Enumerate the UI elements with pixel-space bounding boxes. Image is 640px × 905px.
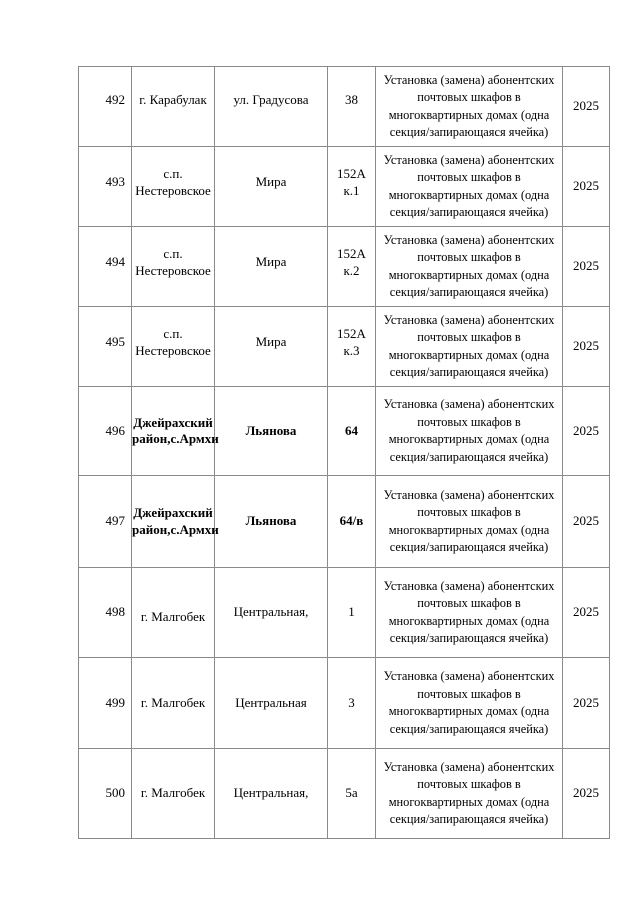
table-row: [79, 387, 610, 476]
house-cell: 5а: [328, 749, 376, 839]
year-cell: 2025: [563, 147, 610, 227]
locality-cell: г. Карабулак: [139, 92, 207, 108]
row-number: 494: [105, 254, 125, 270]
row-number: 497: [79, 476, 132, 568]
table-row: [79, 307, 610, 387]
street-cell: Мира: [255, 334, 287, 350]
table-row: [79, 749, 610, 839]
work-description-cell: Установка (замена) абонентских почтовых шкафов в многоквартирных домах (одна секция/запирающаяся ячейка): [376, 749, 563, 839]
locality-cell: Джейрахский район,с.Армхи: [132, 476, 215, 568]
row-number: 493: [105, 174, 125, 190]
house-cell: 152А к.2: [337, 246, 366, 278]
year-cell: 2025: [563, 568, 610, 658]
table-row: [79, 67, 610, 147]
table-row: [79, 568, 610, 658]
work-description-cell: Установка (замена) абонентских почтовых шкафов в многоквартирных домах (одна секция/запирающаяся ячейка): [376, 227, 563, 307]
work-description-cell: Установка (замена) абонентских почтовых шкафов в многоквартирных домах (одна секция/запирающаяся ячейка): [376, 307, 563, 387]
row-number: 499: [79, 658, 132, 749]
year-cell: 2025: [563, 67, 610, 147]
row-number: 495: [105, 334, 125, 350]
street-cell: Центральная: [215, 658, 328, 749]
objects-table: [78, 66, 610, 839]
locality-cell: с.п. Нестеровское: [135, 246, 211, 278]
year-cell: 2025: [563, 658, 610, 749]
work-description-cell: Установка (замена) абонентских почтовых шкафов в многоквартирных домах (одна секция/запирающаяся ячейка): [376, 568, 563, 658]
year-cell: 2025: [563, 307, 610, 387]
locality-cell: Джейрахский район,с.Армхи: [132, 387, 215, 476]
year-cell: 2025: [563, 227, 610, 307]
street-cell: Мира: [255, 254, 287, 270]
row-number: 496: [79, 387, 132, 476]
year-cell: 2025: [563, 749, 610, 839]
row-number: 500: [79, 749, 132, 839]
table-row: [79, 227, 610, 307]
table-row: [79, 658, 610, 749]
work-description-cell: Установка (замена) абонентских почтовых шкафов в многоквартирных домах (одна секция/запирающаяся ячейка): [376, 658, 563, 749]
house-cell: 3: [328, 658, 376, 749]
house-cell: 38: [345, 92, 358, 108]
street-cell: Центральная,: [215, 568, 328, 658]
locality-cell: г. Малгобек: [132, 749, 215, 839]
work-description-cell: Установка (замена) абонентских почтовых шкафов в многоквартирных домах (одна секция/запирающаяся ячейка): [376, 387, 563, 476]
street-cell: Льянова: [215, 476, 328, 568]
locality-cell: г. Малгобек: [140, 609, 206, 625]
locality-cell: с.п. Нестеровское: [135, 166, 211, 198]
row-number: 492: [105, 92, 125, 108]
street-cell: ул. Градусова: [233, 92, 309, 108]
table-row: [79, 476, 610, 568]
house-cell: 64: [328, 387, 376, 476]
row-number: 498: [79, 568, 132, 658]
year-cell: 2025: [563, 476, 610, 568]
table-row: [79, 147, 610, 227]
work-description-cell: Установка (замена) абонентских почтовых шкафов в многоквартирных домах (одна секция/запирающаяся ячейка): [376, 476, 563, 568]
house-cell: 1: [328, 568, 376, 658]
house-cell: 152А к.1: [337, 166, 366, 198]
locality-cell: с.п. Нестеровское: [135, 326, 211, 358]
locality-cell: г. Малгобек: [132, 658, 215, 749]
street-cell: Льянова: [215, 387, 328, 476]
work-description-cell: Установка (замена) абонентских почтовых шкафов в многоквартирных домах (одна секция/запирающаяся ячейка): [376, 67, 563, 147]
street-cell: Мира: [255, 174, 287, 190]
house-cell: 152А к.3: [337, 326, 366, 358]
work-description-cell: Установка (замена) абонентских почтовых шкафов в многоквартирных домах (одна секция/запирающаяся ячейка): [376, 147, 563, 227]
street-cell: Центральная,: [215, 749, 328, 839]
house-cell: 64/в: [328, 476, 376, 568]
year-cell: 2025: [563, 387, 610, 476]
